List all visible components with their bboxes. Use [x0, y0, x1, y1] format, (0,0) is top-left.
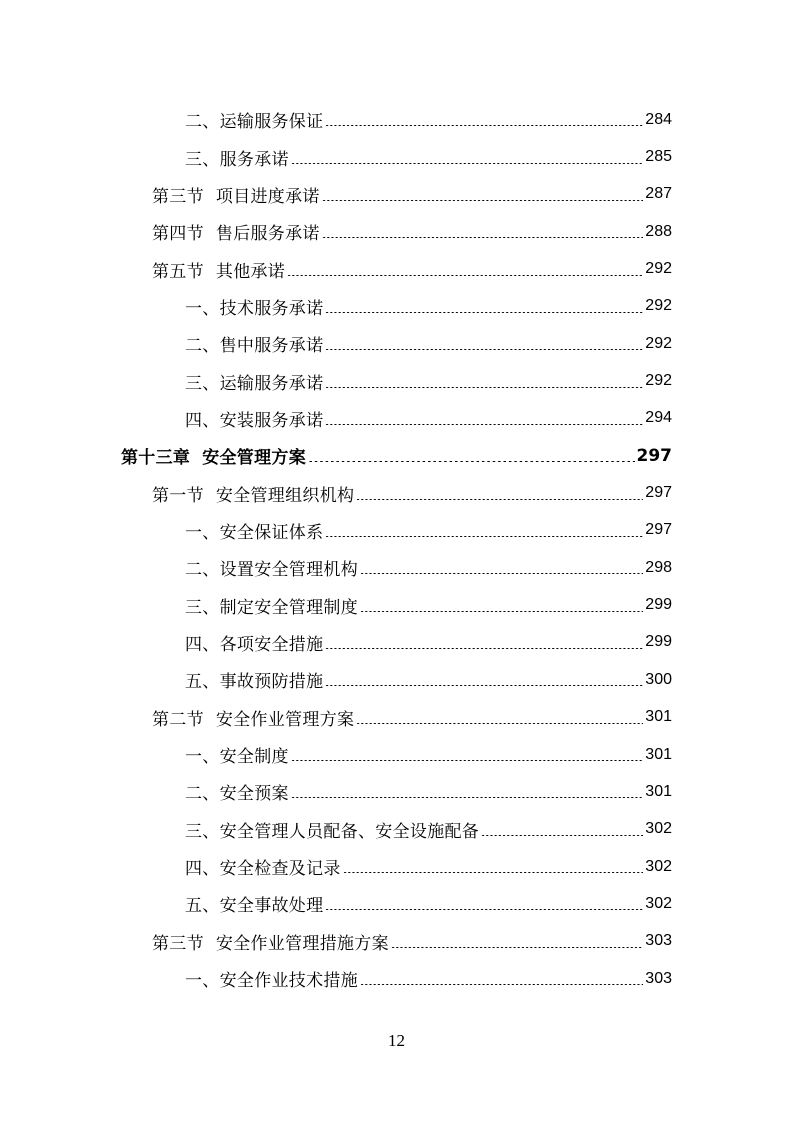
toc-dot-leader — [291, 163, 643, 164]
toc-entry-text: 安全作业管理措施方案 — [215, 933, 389, 954]
toc-entry-page: 302 — [645, 820, 672, 838]
toc-entry-number: 一、 — [185, 747, 220, 768]
toc-entry-title — [185, 107, 323, 132]
toc-entry[interactable] — [0, 661, 793, 698]
toc-entry[interactable] — [0, 773, 793, 810]
toc-entry-text: 安全管理方案 — [202, 448, 307, 469]
toc-dot-leader — [356, 723, 643, 724]
toc-dot-leader — [287, 275, 643, 276]
toc-dot-leader — [325, 685, 643, 686]
toc-entry-title — [185, 966, 358, 991]
toc-dot-leader — [325, 648, 643, 649]
toc-entry-title — [185, 294, 323, 319]
toc-entry-number: 三、 — [185, 373, 220, 394]
toc-entry-page: 299 — [645, 596, 672, 614]
toc-entry-title — [152, 705, 354, 730]
toc-entry-title — [185, 331, 323, 356]
toc-entry-title — [185, 593, 358, 618]
toc-entry-text: 项目进度承诺 — [215, 186, 320, 207]
toc-entry-text: 安全预案 — [219, 784, 289, 805]
toc-entry-title — [121, 443, 306, 468]
toc-entry-page: 301 — [645, 745, 672, 763]
toc-entry-title — [185, 854, 341, 879]
toc-dot-leader — [325, 424, 643, 425]
toc-dot-leader — [325, 312, 643, 313]
toc-entry[interactable] — [0, 101, 793, 138]
toc-entry-page: 301 — [645, 708, 672, 726]
toc-entry-number: 三、 — [185, 149, 220, 170]
toc-entry[interactable] — [0, 213, 793, 250]
toc-entry-text: 运输服务保证 — [219, 112, 324, 133]
toc-entry-text: 安全作业技术措施 — [219, 971, 359, 992]
toc-entry-title — [152, 481, 354, 506]
toc-entry-page: 302 — [645, 894, 672, 912]
toc-entry-page: 294 — [645, 409, 672, 427]
toc-entry-number: 第二节 — [152, 709, 204, 730]
toc-entry-title — [185, 369, 323, 394]
toc-entry-page: 302 — [645, 857, 672, 875]
toc-entry-text: 安装服务承诺 — [219, 410, 324, 431]
toc-entry[interactable] — [0, 586, 793, 623]
toc-entry-number: 四、 — [185, 410, 220, 431]
toc-dot-leader — [325, 349, 643, 350]
toc-dot-leader — [325, 536, 643, 537]
toc-dot-leader — [481, 835, 643, 836]
toc-entry-text: 运输服务承诺 — [219, 373, 324, 394]
toc-entry-number: 一、 — [185, 522, 220, 543]
toc-entry[interactable] — [0, 624, 793, 661]
toc-dot-leader — [343, 872, 644, 873]
toc-entry-text: 技术服务承诺 — [219, 298, 324, 319]
toc-entry-title — [185, 779, 289, 804]
page-number: 12 — [388, 1031, 405, 1050]
toc-dot-leader — [291, 797, 643, 798]
toc-entry-number: 一、 — [185, 971, 220, 992]
toc-entry-number: 第四节 — [152, 224, 204, 245]
toc-entry-text: 安全保证体系 — [219, 522, 324, 543]
toc-dot-leader — [322, 237, 644, 238]
toc-entry[interactable] — [0, 400, 793, 437]
toc-entry-title — [152, 929, 389, 954]
toc-entry[interactable] — [0, 474, 793, 511]
toc-entry-text: 事故预防措施 — [219, 672, 324, 693]
toc-entry[interactable] — [0, 138, 793, 175]
table-of-contents — [0, 101, 793, 997]
toc-entry[interactable] — [0, 960, 793, 997]
toc-entry-text: 售后服务承诺 — [215, 224, 320, 245]
toc-dot-leader — [291, 760, 643, 761]
toc-entry[interactable] — [0, 811, 793, 848]
toc-dot-leader — [325, 909, 643, 910]
toc-entry-number: 二、 — [185, 784, 220, 805]
toc-entry[interactable] — [0, 250, 793, 287]
toc-dot-leader — [308, 461, 634, 462]
toc-entry-title — [185, 406, 323, 431]
toc-entry-number: 三、 — [185, 597, 220, 618]
toc-entry-page: 298 — [645, 558, 672, 576]
toc-entry-text: 安全管理组织机构 — [215, 485, 355, 506]
toc-entry[interactable] — [0, 549, 793, 586]
toc-entry-page: 303 — [645, 932, 672, 950]
toc-entry-text: 售中服务承诺 — [219, 336, 324, 357]
toc-entry-page: 292 — [645, 372, 672, 390]
toc-entry-number: 四、 — [185, 859, 220, 880]
toc-dot-leader — [322, 200, 644, 201]
toc-entry-number: 四、 — [185, 634, 220, 655]
toc-entry-number: 五、 — [185, 896, 220, 917]
toc-entry-page: 287 — [645, 185, 672, 203]
toc-entry-page: 303 — [645, 969, 672, 987]
toc-entry-number: 五、 — [185, 672, 220, 693]
toc-entry-text: 安全检查及记录 — [219, 859, 341, 880]
toc-entry-page: 300 — [645, 670, 672, 688]
toc-entry-title — [185, 630, 323, 655]
toc-entry-title — [152, 219, 320, 244]
toc-entry-page: 292 — [645, 334, 672, 352]
toc-entry-title — [185, 667, 323, 692]
toc-entry[interactable] — [0, 699, 793, 736]
toc-entry-page: 292 — [645, 260, 672, 278]
toc-entry-text: 各项安全措施 — [219, 634, 324, 655]
toc-entry-page: 297 — [636, 445, 672, 466]
toc-entry-page: 292 — [645, 297, 672, 315]
toc-entry-page: 285 — [645, 148, 672, 166]
toc-entry-text: 服务承诺 — [219, 149, 289, 170]
toc-chapter-entry[interactable] — [0, 437, 793, 474]
toc-entry-number: 一、 — [185, 298, 220, 319]
toc-entry-number: 三、 — [185, 821, 220, 842]
toc-entry-title — [185, 555, 358, 580]
toc-entry-number: 第一节 — [152, 485, 204, 506]
toc-entry-number: 第五节 — [152, 261, 204, 282]
toc-entry-text: 安全制度 — [219, 747, 289, 768]
toc-entry-title — [185, 891, 323, 916]
toc-entry[interactable] — [0, 176, 793, 213]
toc-entry-title — [185, 742, 289, 767]
toc-dot-leader — [325, 387, 643, 388]
toc-dot-leader — [360, 611, 643, 612]
toc-entry-text: 制定安全管理制度 — [219, 597, 359, 618]
toc-entry-title — [152, 182, 320, 207]
toc-entry[interactable] — [0, 512, 793, 549]
toc-entry[interactable] — [0, 362, 793, 399]
toc-entry-page: 288 — [645, 222, 672, 240]
toc-entry-title — [185, 817, 479, 842]
toc-entry-text: 设置安全管理机构 — [219, 560, 359, 581]
toc-dot-leader — [325, 125, 643, 126]
toc-entry-title — [185, 518, 323, 543]
toc-dot-leader — [391, 947, 643, 948]
toc-entry-page: 301 — [645, 782, 672, 800]
toc-entry-text: 安全管理人员配备、安全设施配备 — [219, 821, 480, 842]
toc-entry-text: 其他承诺 — [215, 261, 286, 282]
toc-entry-title — [152, 257, 285, 282]
toc-entry-number: 第三节 — [152, 186, 204, 207]
toc-entry[interactable] — [0, 325, 793, 362]
toc-entry-page: 297 — [645, 484, 672, 502]
toc-dot-leader — [360, 573, 643, 574]
toc-entry[interactable] — [0, 885, 793, 922]
toc-entry-page: 299 — [645, 633, 672, 651]
toc-dot-leader — [356, 499, 643, 500]
toc-entry[interactable] — [0, 848, 793, 885]
toc-entry[interactable] — [0, 288, 793, 325]
toc-entry-number: 二、 — [185, 336, 220, 357]
toc-entry-text: 安全作业管理方案 — [215, 709, 355, 730]
toc-entry-number: 二、 — [185, 112, 220, 133]
toc-entry-page: 284 — [645, 110, 672, 128]
toc-entry-number: 第三节 — [152, 933, 204, 954]
toc-entry-page: 297 — [645, 521, 672, 539]
toc-entry-number: 二、 — [185, 560, 220, 581]
toc-entry-number: 第十三章 — [121, 448, 191, 469]
toc-dot-leader — [360, 984, 643, 985]
toc-entry[interactable] — [0, 923, 793, 960]
toc-entry-text: 安全事故处理 — [219, 896, 324, 917]
toc-entry[interactable] — [0, 736, 793, 773]
toc-entry-title — [185, 145, 289, 170]
